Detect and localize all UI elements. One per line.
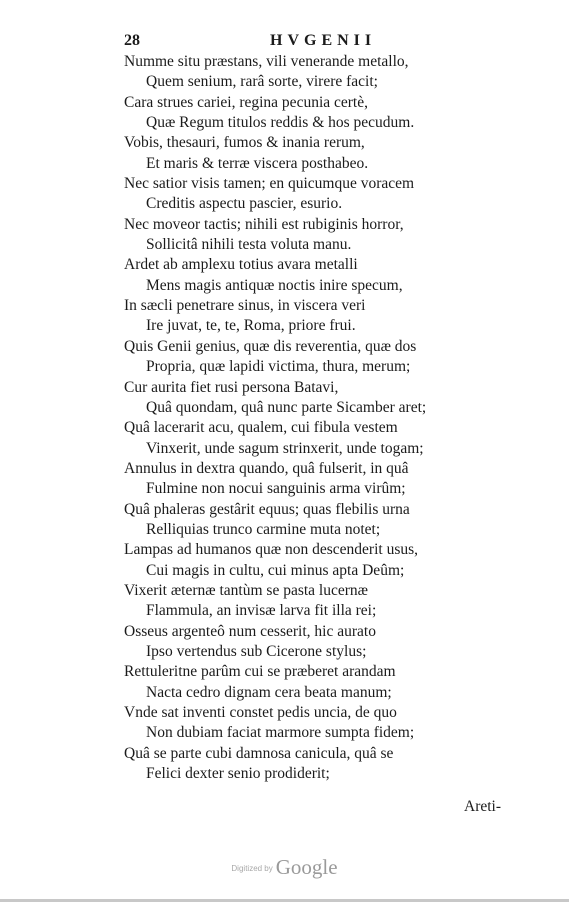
verse-line: Quâ se parte cubi damnosa canicula, quâ se bbox=[124, 744, 394, 762]
verse-line: Quâ lacerarit acu, qualem, cui fibula vestem bbox=[124, 419, 398, 437]
verse-line: Lampas ad humanos quæ non descenderit usus, bbox=[124, 541, 419, 559]
verse-line: Quem senium, rarâ sorte, virere facit; bbox=[146, 73, 378, 91]
verse-line: Quâ phaleras gestârit equus; quas flebilis urna bbox=[124, 500, 410, 518]
verse-line: Ipso vertendus sub Cicerone stylus; bbox=[146, 642, 367, 660]
verse-block bbox=[124, 52, 504, 784]
catchword: Areti- bbox=[464, 798, 502, 815]
verse-line: Cur aurita fiet rusi persona Batavi, bbox=[124, 378, 339, 396]
verse-line: Quæ Regum titulos reddis & hos pecudum. bbox=[146, 114, 415, 132]
verse-line: Et maris & terræ viscera posthabeo. bbox=[146, 154, 369, 172]
verse-line: Creditis aspectu pascier, esurio. bbox=[146, 195, 343, 213]
verse-line: Cui magis in cultu, cui minus apta Deûm; bbox=[146, 561, 405, 579]
verse-line: Flammula, an invisæ larva fit illa rei; bbox=[146, 602, 377, 620]
verse-line: Nec satior visis tamen; en quicumque voracem bbox=[124, 175, 415, 193]
google-logo: Google bbox=[275, 855, 338, 879]
verse-line: Quâ quondam, quâ nunc parte Sicamber aret; bbox=[146, 398, 427, 416]
verse-line: Propria, quæ lapidi victima, thura, merum; bbox=[146, 358, 411, 376]
digitized-by-text: Digitized by bbox=[231, 864, 273, 873]
verse-line: Mens magis antiquæ noctis inire specum, bbox=[146, 276, 403, 294]
verse-line: Vnde sat inventi constet pedis uncia, de quo bbox=[124, 704, 397, 721]
verse-line: Felici dexter senio prodiderit; bbox=[146, 765, 330, 783]
verse-line: Quis Genii genius, quæ dis reverentia, quæ dos bbox=[124, 337, 417, 355]
page-header bbox=[120, 31, 380, 51]
verse-line: Vixerit æternæ tantùm se pasta lucernæ bbox=[124, 581, 368, 599]
verse-line: Relliquias trunco carmine muta notet; bbox=[146, 520, 381, 538]
verse-line: Nacta cedro dignam cera beata manum; bbox=[146, 683, 392, 701]
digitization-watermark bbox=[0, 855, 569, 880]
verse-line: Osseus argenteô num cesserit, hic aurato bbox=[124, 622, 376, 640]
page-bottom-edge bbox=[0, 899, 569, 902]
verse-line: Cara strues cariei, regina pecunia certè, bbox=[124, 93, 368, 111]
verse-line: Annulus in dextra quando, quâ fulserit, in quâ bbox=[124, 459, 409, 477]
verse-line: Ire juvat, te, te, Roma, priore frui. bbox=[146, 317, 356, 335]
verse-line: Fulmine non nocui sanguinis arma virûm; bbox=[146, 480, 406, 498]
verse-line: Sollicitâ nihili testa voluta manu. bbox=[146, 236, 352, 254]
verse-line: Vinxerit, unde sagum strinxerit, unde togam; bbox=[146, 439, 424, 457]
verse-line: Ardet ab amplexu totius avara metalli bbox=[124, 256, 358, 274]
verse-line: Vobis, thesauri, fumos & inania rerum, bbox=[124, 134, 365, 152]
verse-line: Nec moveor tactis; nihili est rubiginis horror, bbox=[124, 215, 404, 233]
verse-line: Rettuleritne parûm cui se præberet arandam bbox=[124, 663, 396, 681]
running-head: HVGENII bbox=[270, 32, 377, 49]
page-number: 28 bbox=[124, 32, 140, 49]
verse-line: In sæcli penetrare sinus, in viscera veri bbox=[124, 297, 366, 315]
verse-line: Numme situ præstans, vili venerande metallo, bbox=[124, 53, 409, 70]
verse-line: Non dubiam faciat marmore sumpta fidem; bbox=[146, 724, 415, 742]
